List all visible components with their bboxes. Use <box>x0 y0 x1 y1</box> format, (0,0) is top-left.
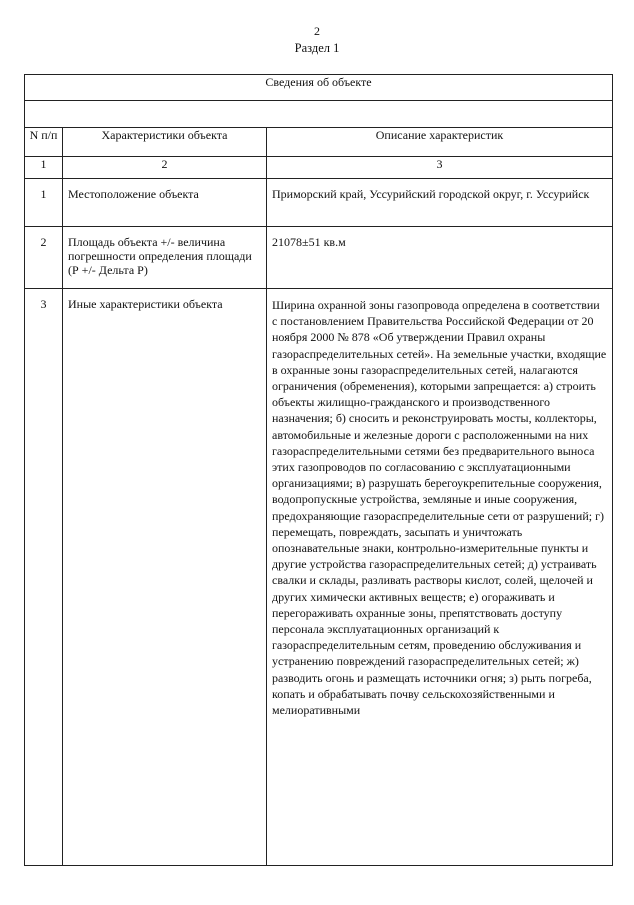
blank-cell <box>25 101 613 128</box>
section-title: Раздел 1 <box>294 41 340 55</box>
column-number-3: 3 <box>267 157 613 179</box>
page-number: 2 <box>314 24 320 38</box>
table-row <box>25 179 613 227</box>
row-description: Ширина охранной зоны газопровода определена в соответствии с постановлением Правительства Российской Федерации от 20 ноября 2000 № 878 «Об утверждении Правил охраны газораспределительных сетей». На земельные участки, входящие в охранные зоны газораспределительных сетей, налагаются ограничения (обременения), которыми запрещается: а) строить объекты жилищно-гражданского и производственного назначения; б) сносить и реконструировать мосты, коллекторы, автомобильные и железные дороги с расположенными на них газораспределительными сетями без предварительного выноса этих газопроводов по согласованию с эксплуатационными организациями; в) разрушать берегоукрепительные сооружения, водопропускные устройства, земляные и иные сооружения, предохраняющие газораспределительные сети от разрушений; г) перемещать, повреждать, засыпать и уничтожать опознавательные знаки, контрольно-измерительные пункты и другие устройства газораспределительных сетей; д) устраивать свалки и склады, разливать растворы кислот, солей, щелочей и других химически активных веществ; е) огораживать и перегораживать охранные зоны, препятствовать доступу персонала эксплуатационных организаций к газораспределительным сетям, проведению обслуживания и устранению повреждений газораспределительных сетей; ж) разводить огонь и размещать источники огня; з) рыть погреба, копать и обрабатывать почву сельскохозяйственными и мелиоративными <box>272 298 607 718</box>
row-characteristic: Площадь объекта +/- величина погрешности определения площади (Р +/- Дельта Р) <box>63 227 267 289</box>
row-characteristic: Местоположение объекта <box>63 179 267 227</box>
column-header-num: N п/п <box>25 128 63 157</box>
row-number: 2 <box>25 227 63 289</box>
table-row <box>25 227 613 289</box>
column-number-1: 1 <box>25 157 63 179</box>
column-header-description: Описание характеристик <box>267 128 613 157</box>
blank-row <box>25 101 613 128</box>
table-header: Сведения об объекте <box>25 75 613 101</box>
column-header-row <box>25 128 613 157</box>
row-number: 1 <box>25 179 63 227</box>
row-description-cell <box>267 289 613 866</box>
row-number: 3 <box>25 289 63 866</box>
object-info-table <box>24 74 613 866</box>
table-header-row <box>25 75 613 101</box>
row-characteristic: Иные характеристики объекта <box>63 289 267 866</box>
column-header-characteristic: Характеристики объекта <box>63 128 267 157</box>
column-number-row <box>25 157 613 179</box>
row-description: Приморский край, Уссурийский городской округ, г. Уссурийск <box>267 179 613 227</box>
column-number-2: 2 <box>63 157 267 179</box>
row-description: 21078±51 кв.м <box>267 227 613 289</box>
table-row <box>25 289 613 866</box>
